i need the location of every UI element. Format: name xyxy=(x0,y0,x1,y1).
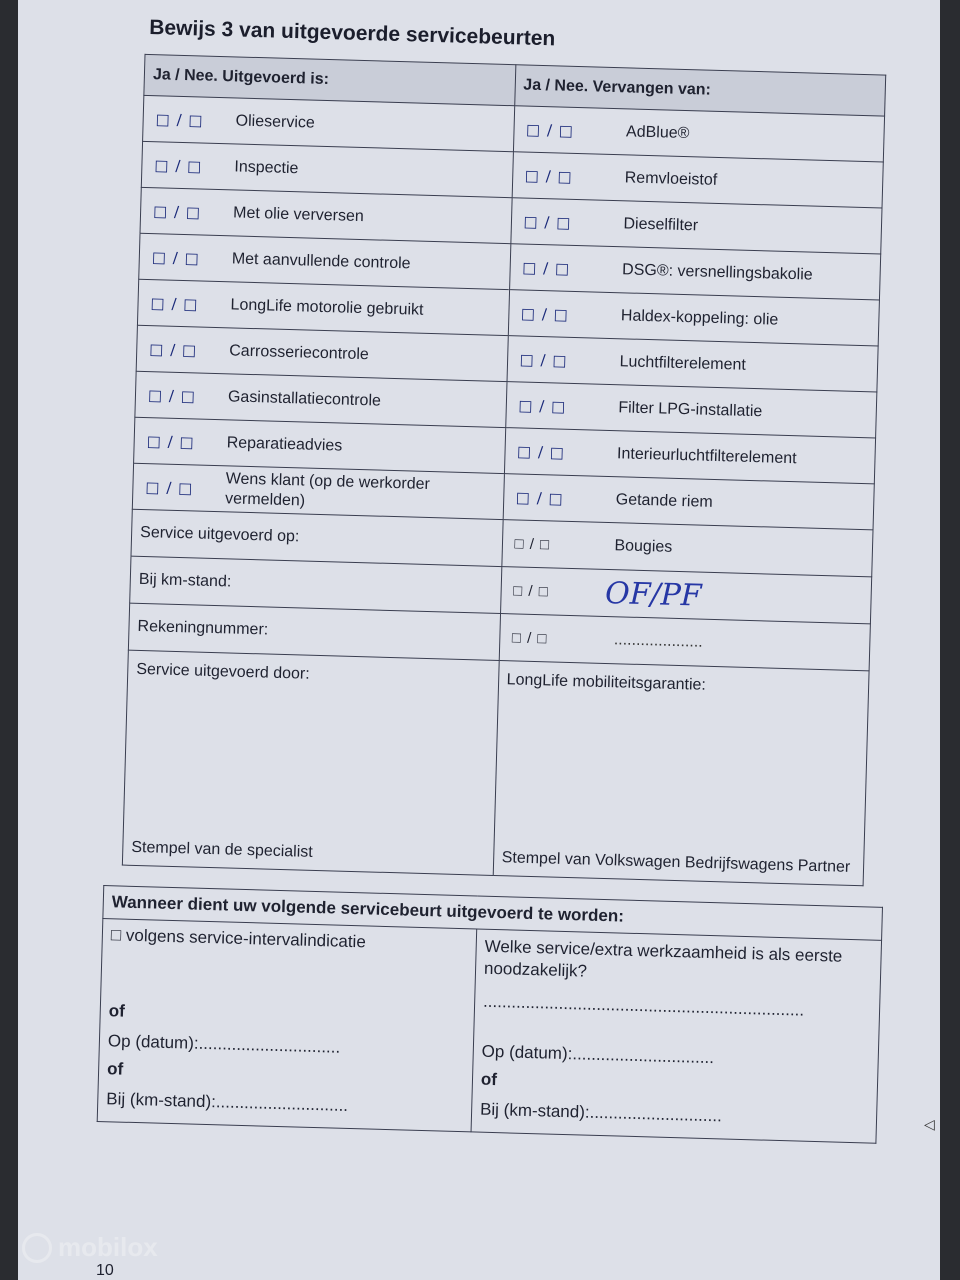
next-service-header: Wanneer dient uw volgende servicebeurt uitgevoerd te worden: xyxy=(103,886,883,941)
stamp-partner-label: Stempel van Volkswagen Bedrijfswagens Partner xyxy=(501,849,851,876)
performed-label: Inspectie xyxy=(234,157,299,177)
document-page xyxy=(18,0,940,1280)
performed-label: Carrosseriecontrole xyxy=(229,341,370,363)
performed-label: Gasinstallatiecontrole xyxy=(227,387,382,410)
checkbox-pair[interactable]: □ / □ xyxy=(151,247,201,267)
checkbox-pair[interactable]: □ / □ xyxy=(145,477,194,497)
performed-label: Wens klant (op de werkorder vermelden) xyxy=(224,469,431,510)
checkbox-pair[interactable]: □ / □ xyxy=(152,201,202,222)
replace-label-bougies: Bougies xyxy=(614,537,673,556)
checkbox-pair[interactable]: □ / □ xyxy=(521,258,571,278)
dotted-line: .................... xyxy=(613,631,703,651)
replaced-label: DSG®: versnellingsbakolie xyxy=(621,260,813,284)
or-label-1: of xyxy=(108,1001,126,1021)
arrow-icon: ◁ xyxy=(924,1116,935,1132)
replaced-label: Dieselfilter xyxy=(623,214,699,234)
performed-label: Olieservice xyxy=(235,111,316,132)
checkbox-pair[interactable]: □ / □ xyxy=(525,120,575,140)
checkbox-pair[interactable]: □ / □ xyxy=(512,581,550,600)
mobility-label: LongLife mobiliteitsgarantie: xyxy=(506,671,707,694)
next-km-field[interactable]: Bij (km-stand):............................ xyxy=(106,1089,349,1115)
checkbox-pair[interactable]: □ / □ xyxy=(516,441,566,462)
done-by-label: Service uitgevoerd door: xyxy=(136,660,310,683)
replaced-label: Haldex-koppeling: olie xyxy=(620,306,779,329)
performed-label: LongLife motorolie gebruikt xyxy=(230,295,424,319)
replaced-label: Filter LPG-installatie xyxy=(618,398,763,420)
km-label: Bij km-stand: xyxy=(138,570,232,591)
which-service-line[interactable]: .................................................................... xyxy=(482,991,805,1020)
replaced-label: Getande riem xyxy=(615,490,713,511)
handwritten-note: OF/PF xyxy=(604,575,703,614)
checkbox-pair[interactable]: □ / □ xyxy=(520,303,570,324)
page-title: Bewijs 3 van uitgevoerde servicebeurten xyxy=(148,16,556,51)
checkbox-pair[interactable]: □ / □ xyxy=(146,431,195,451)
checkbox-pair[interactable]: □ / □ xyxy=(515,487,564,508)
checkbox-pair[interactable]: □ / □ xyxy=(147,385,197,405)
replaced-label: Interieurluchtfilterelement xyxy=(616,444,797,467)
checkbox-pair[interactable]: □ / □ xyxy=(518,395,567,416)
stamp-specialist-label: Stempel van de specialist xyxy=(131,838,313,861)
which-service-label: Welke service/extra werkzaamheid is als eerste noodzakelijk? xyxy=(483,936,843,981)
next-date-field[interactable]: Op (datum):.............................. xyxy=(107,1031,341,1057)
checkbox-pair[interactable]: □ / □ xyxy=(524,166,573,186)
replaced-label: Remvloeistof xyxy=(624,168,718,189)
checkbox-pair[interactable]: □ / □ xyxy=(155,109,204,130)
header-left: Ja / Nee. Uitgevoerd is: xyxy=(144,54,516,105)
next-km-field-right[interactable]: Bij (km-stand):............................ xyxy=(479,1099,723,1126)
performed-label: Met olie verversen xyxy=(232,203,365,225)
checkbox-pair[interactable]: □ / □ xyxy=(154,155,203,176)
interval-option[interactable]: □ volgens service-intervalindicatie xyxy=(110,925,367,952)
checkbox-pair[interactable]: □ / □ xyxy=(514,534,551,553)
next-date-field-right[interactable]: Op (datum):.............................. xyxy=(481,1041,715,1068)
checkbox-pair[interactable]: □ / □ xyxy=(150,293,199,313)
invoice-label: Rekeningnummer: xyxy=(137,617,269,639)
page-number: 10 xyxy=(96,1262,114,1279)
checkbox-pair[interactable]: □ / □ xyxy=(149,339,198,359)
or-label-3: of xyxy=(480,1069,498,1090)
service-table xyxy=(122,54,886,886)
next-service-table xyxy=(97,885,883,1144)
watermark-text: mobilox xyxy=(58,1232,158,1262)
watermark-logo xyxy=(22,1232,158,1263)
checkbox-pair[interactable]: □ / □ xyxy=(511,628,548,647)
logo-circle-icon xyxy=(22,1233,52,1263)
checkbox-pair[interactable]: □ / □ xyxy=(523,212,572,232)
replaced-label: AdBlue® xyxy=(625,122,690,142)
performed-label: Reparatieadvies xyxy=(226,433,343,455)
performed-label: Met aanvullende controle xyxy=(231,249,411,272)
or-label-2: of xyxy=(106,1059,124,1079)
service-date-label: Service uitgevoerd op: xyxy=(139,523,300,546)
replaced-label: Luchtfilterelement xyxy=(619,352,747,374)
header-right: Ja / Nee. Vervangen van: xyxy=(514,65,886,116)
checkbox-pair[interactable]: □ / □ xyxy=(519,349,568,370)
